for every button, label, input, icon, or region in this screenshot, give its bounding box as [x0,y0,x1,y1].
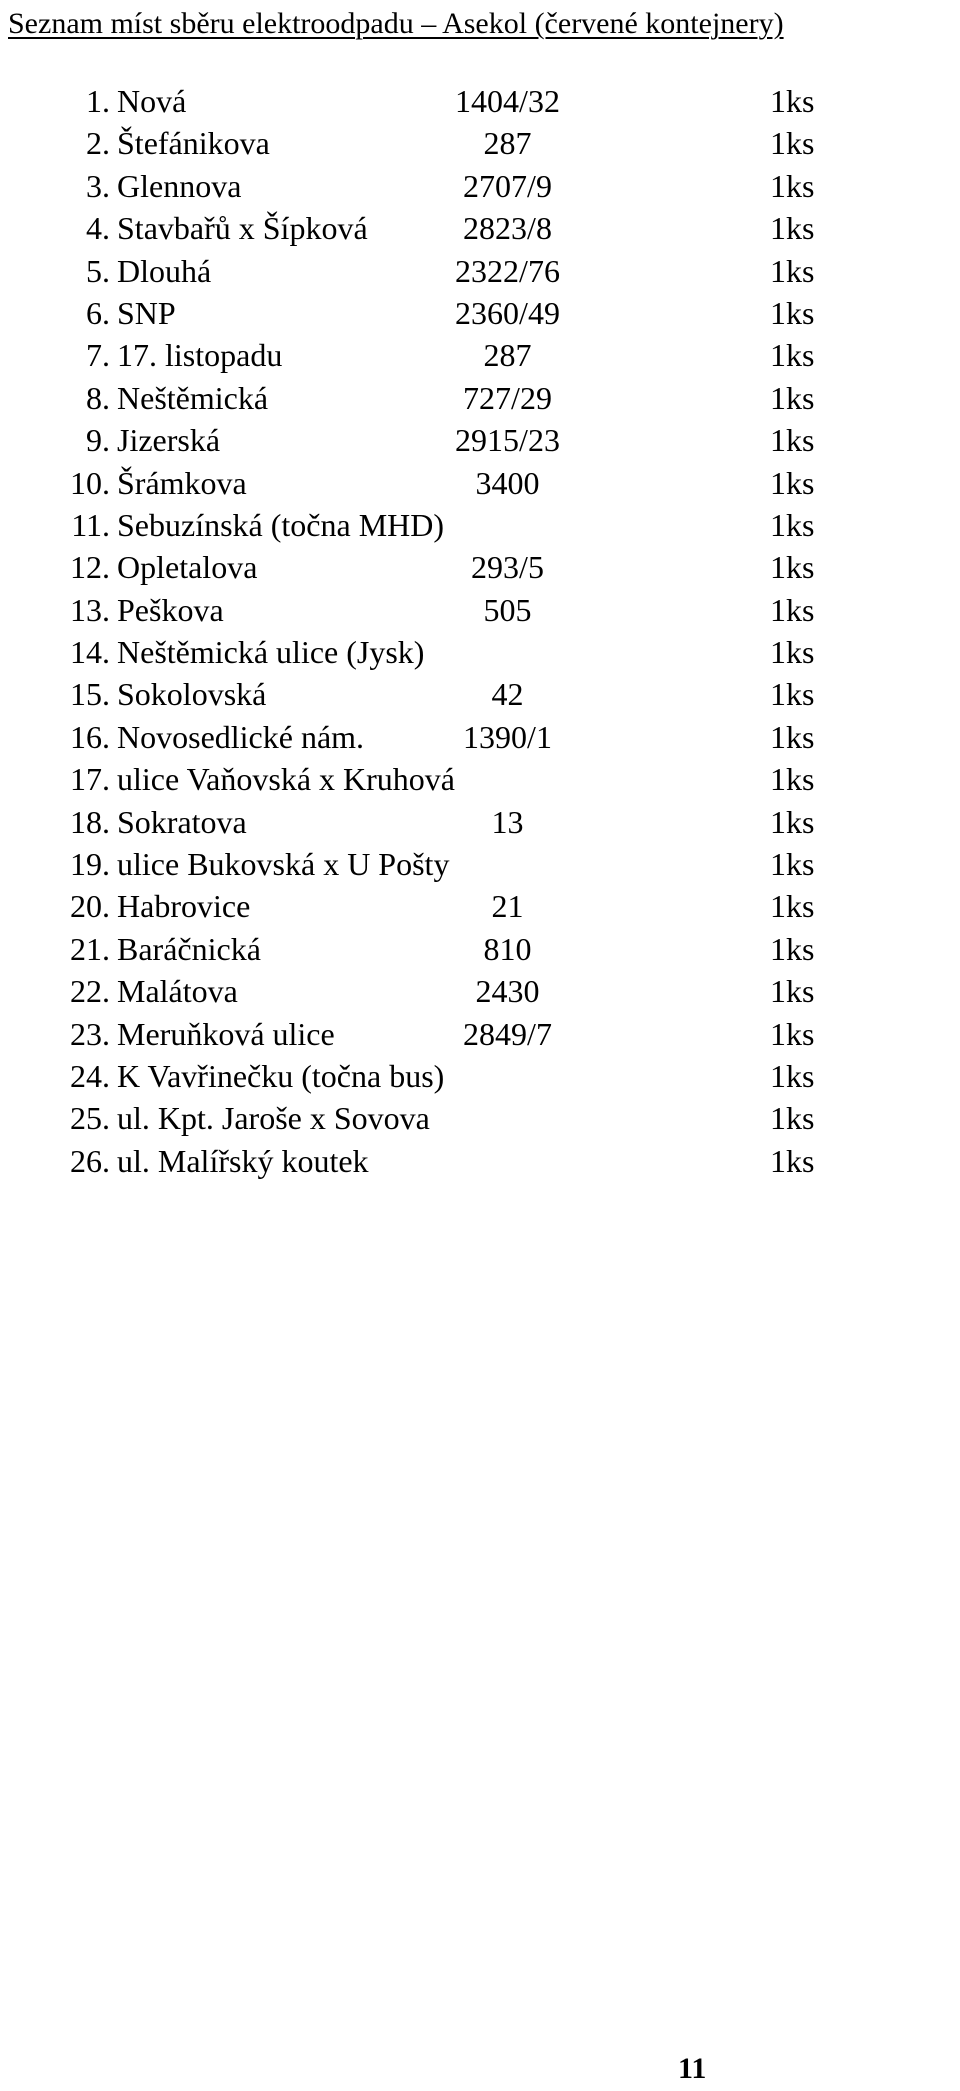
house-number: 293/5 [471,549,544,586]
list-item [0,589,960,631]
container-count: 1ks [770,210,815,247]
location-name: Baráčnická [117,930,261,967]
item-number: 23. [70,1015,110,1052]
house-number: 2430 [475,973,540,1010]
house-number: 2849/7 [463,1015,552,1052]
list-item [0,334,960,376]
location-name: 17. listopadu [117,337,283,374]
container-count: 1ks [770,125,815,162]
item-number: 24. [70,1057,110,1094]
list-item [0,377,960,419]
location-name: Malátova [117,973,238,1010]
location-name: SNP [117,294,176,331]
item-number: 17. [70,761,110,798]
item-number: 15. [70,676,110,713]
item-number: 9. [86,422,110,459]
list-item [0,928,960,970]
container-count: 1ks [770,549,815,586]
list-item [0,716,960,758]
list-item [0,758,960,800]
list-item [0,631,960,673]
house-number: 287 [483,337,532,374]
location-name: Nová [117,83,187,119]
house-number: 2322/76 [455,252,560,289]
container-count: 1ks [770,888,815,925]
list-item [0,122,960,164]
container-count: 1ks [770,1057,815,1094]
house-number: 1390/1 [463,718,552,755]
container-count: 1ks [770,1100,815,1137]
location-name: Sebuzínská (točna MHD) [117,506,445,543]
item-number: 1. [86,83,110,119]
location-name: K Vavřinečku (točna bus) [117,1057,445,1094]
item-number: 11. [71,506,110,543]
item-number: 18. [70,803,110,840]
location-name: Habrovice [117,888,251,925]
location-name: ul. Malířský koutek [117,1142,369,1179]
item-number: 12. [70,549,110,586]
item-number: 5. [86,252,110,289]
location-name: Novosedlické nám. [117,718,365,755]
location-name: Neštěmická [117,379,269,416]
container-count: 1ks [770,676,815,713]
house-number: 3400 [475,464,540,501]
item-number: 10. [70,464,110,501]
location-name: ul. Kpt. Jaroše x Sovova [117,1100,430,1137]
list-item [0,250,960,292]
location-name: Stavbařů x Šípková [117,210,368,247]
item-number: 3. [86,167,110,204]
house-number: 2823/8 [463,210,552,247]
item-number: 14. [70,634,110,671]
list-item [0,292,960,334]
container-count: 1ks [770,83,815,119]
list-item [0,165,960,207]
collection-points-list [0,80,960,1182]
location-name: Neštěmická ulice (Jysk) [117,634,425,671]
page-number: 11 [678,2052,707,2085]
item-number: 4. [86,210,110,247]
location-name: Opletalova [117,549,258,586]
list-item [0,419,960,461]
container-count: 1ks [770,337,815,374]
page-heading: Seznam míst sběru elektroodpadu – Asekol (červené kontejnery) [8,7,784,40]
location-name: ulice Bukovská x U Pošty [117,846,450,883]
house-number: 287 [483,125,532,162]
house-number: 1404/32 [455,83,560,119]
list-item [0,1055,960,1097]
container-count: 1ks [770,464,815,501]
location-name: Sokratova [117,803,247,840]
list-item [0,207,960,249]
item-number: 6. [86,294,110,331]
house-number: 42 [491,676,524,713]
container-count: 1ks [770,1142,815,1179]
location-name: Sokolovská [117,676,267,713]
container-count: 1ks [770,761,815,798]
list-item [0,885,960,927]
item-number: 13. [70,591,110,628]
item-number: 8. [86,379,110,416]
item-number: 26. [70,1142,110,1179]
list-item [0,970,960,1012]
container-count: 1ks [770,634,815,671]
container-count: 1ks [770,167,815,204]
house-number: 2360/49 [455,294,560,331]
container-count: 1ks [770,1015,815,1052]
house-number: 810 [483,930,532,967]
house-number: 505 [483,591,532,628]
item-number: 22. [70,973,110,1010]
list-item [0,843,960,885]
list-item [0,504,960,546]
container-count: 1ks [770,718,815,755]
location-name: ulice Vaňovská x Kruhová [117,761,455,798]
container-count: 1ks [770,252,815,289]
house-number: 13 [491,803,524,840]
list-item [0,673,960,715]
container-count: 1ks [770,846,815,883]
location-name: Dlouhá [117,252,212,289]
house-number: 21 [491,888,524,925]
item-number: 2. [86,125,110,162]
item-number: 19. [70,846,110,883]
item-number: 25. [70,1100,110,1137]
location-name: Glennova [117,167,242,204]
list-item [0,801,960,843]
item-number: 21. [70,930,110,967]
container-count: 1ks [770,506,815,543]
container-count: 1ks [770,422,815,459]
location-name: Šrámkova [117,464,247,501]
house-number: 727/29 [463,379,552,416]
list-item [0,1140,960,1182]
house-number: 2915/23 [455,422,560,459]
container-count: 1ks [770,803,815,840]
list-item [0,1013,960,1055]
container-count: 1ks [770,973,815,1010]
list-item [0,80,960,122]
location-name: Jizerská [117,422,221,459]
container-count: 1ks [770,379,815,416]
list-item [0,462,960,504]
container-count: 1ks [770,930,815,967]
item-number: 20. [70,888,110,925]
location-name: Meruňková ulice [117,1015,335,1052]
container-count: 1ks [770,294,815,331]
list-item [0,1097,960,1139]
container-count: 1ks [770,591,815,628]
item-number: 16. [70,718,110,755]
item-number: 7. [86,337,110,374]
house-number: 2707/9 [463,167,552,204]
location-name: Peškova [117,591,224,628]
location-name: Štefánikova [117,125,270,162]
list-item [0,546,960,588]
